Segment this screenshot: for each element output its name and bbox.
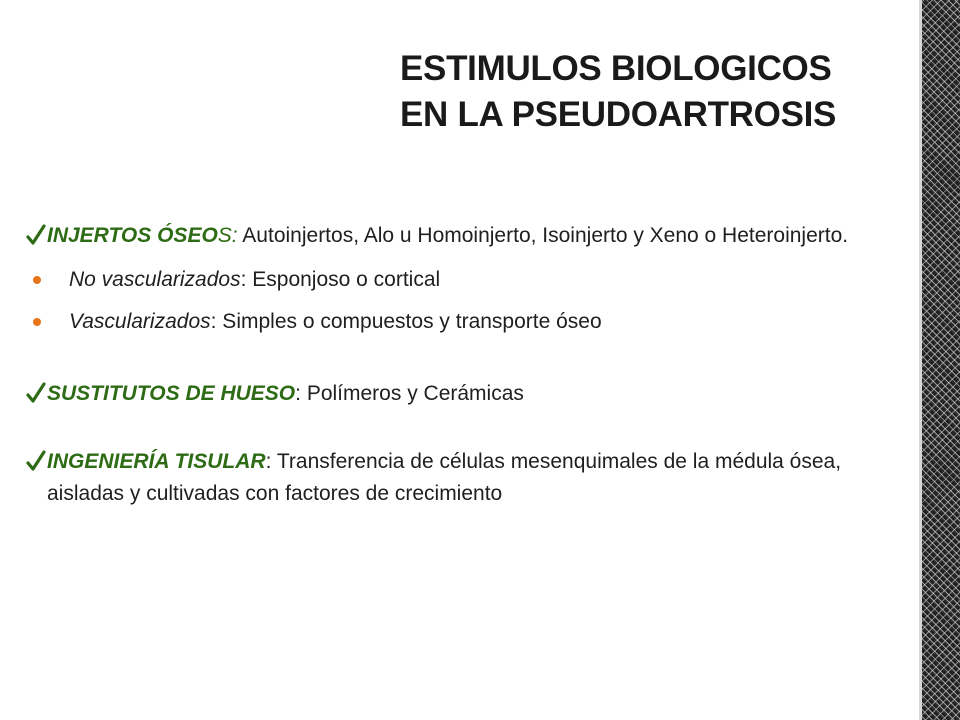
item-text: : Polímeros y Cerámicas [295, 382, 524, 405]
list-item-ingenieria [25, 446, 895, 510]
subitem-term: No vascularizados [69, 268, 241, 291]
item-label: INJERTOS ÓSEO [47, 224, 218, 247]
item-label: SUSTITUTOS DE HUESO [47, 382, 296, 405]
checkmark-icon [25, 379, 47, 407]
subitem-text: : Simples o compuestos y transporte óseo [210, 310, 602, 333]
decorative-side-strip [922, 0, 960, 720]
slide-title [400, 46, 900, 138]
item-text: Autoinjertos, Alo u Homoinjerto, Isoinjerto y Xeno o Heteroinjerto. [237, 224, 849, 247]
item-text: : Transferencia de células mesenquimales de la médula ósea, aisladas y cultivadas con factores de crecimiento [47, 450, 842, 505]
item-label: INGENIERÍA TISULAR [47, 450, 266, 473]
subitem-text: : Esponjoso o cortical [240, 268, 441, 291]
subitem-term: Vascularizados [69, 310, 211, 333]
subitem-no-vascularizados [25, 264, 895, 296]
list-item-text [25, 446, 895, 510]
list-item-sustitutos [25, 378, 895, 410]
list-item-injertos [25, 220, 895, 252]
title-line-2: EN LA PSEUDOARTROSIS [400, 95, 837, 134]
list-item-text [25, 220, 895, 252]
bullet-dot-icon [33, 318, 41, 326]
item-label-tail: S: [217, 224, 238, 247]
title-line-1: ESTIMULOS BIOLOGICOS [400, 49, 832, 88]
checkmark-icon [25, 221, 47, 249]
checkmark-icon [25, 447, 47, 475]
list-item-text [25, 378, 895, 410]
slide-body [25, 220, 895, 510]
subitem-vascularizados [25, 306, 895, 338]
bullet-dot-icon [33, 276, 41, 284]
